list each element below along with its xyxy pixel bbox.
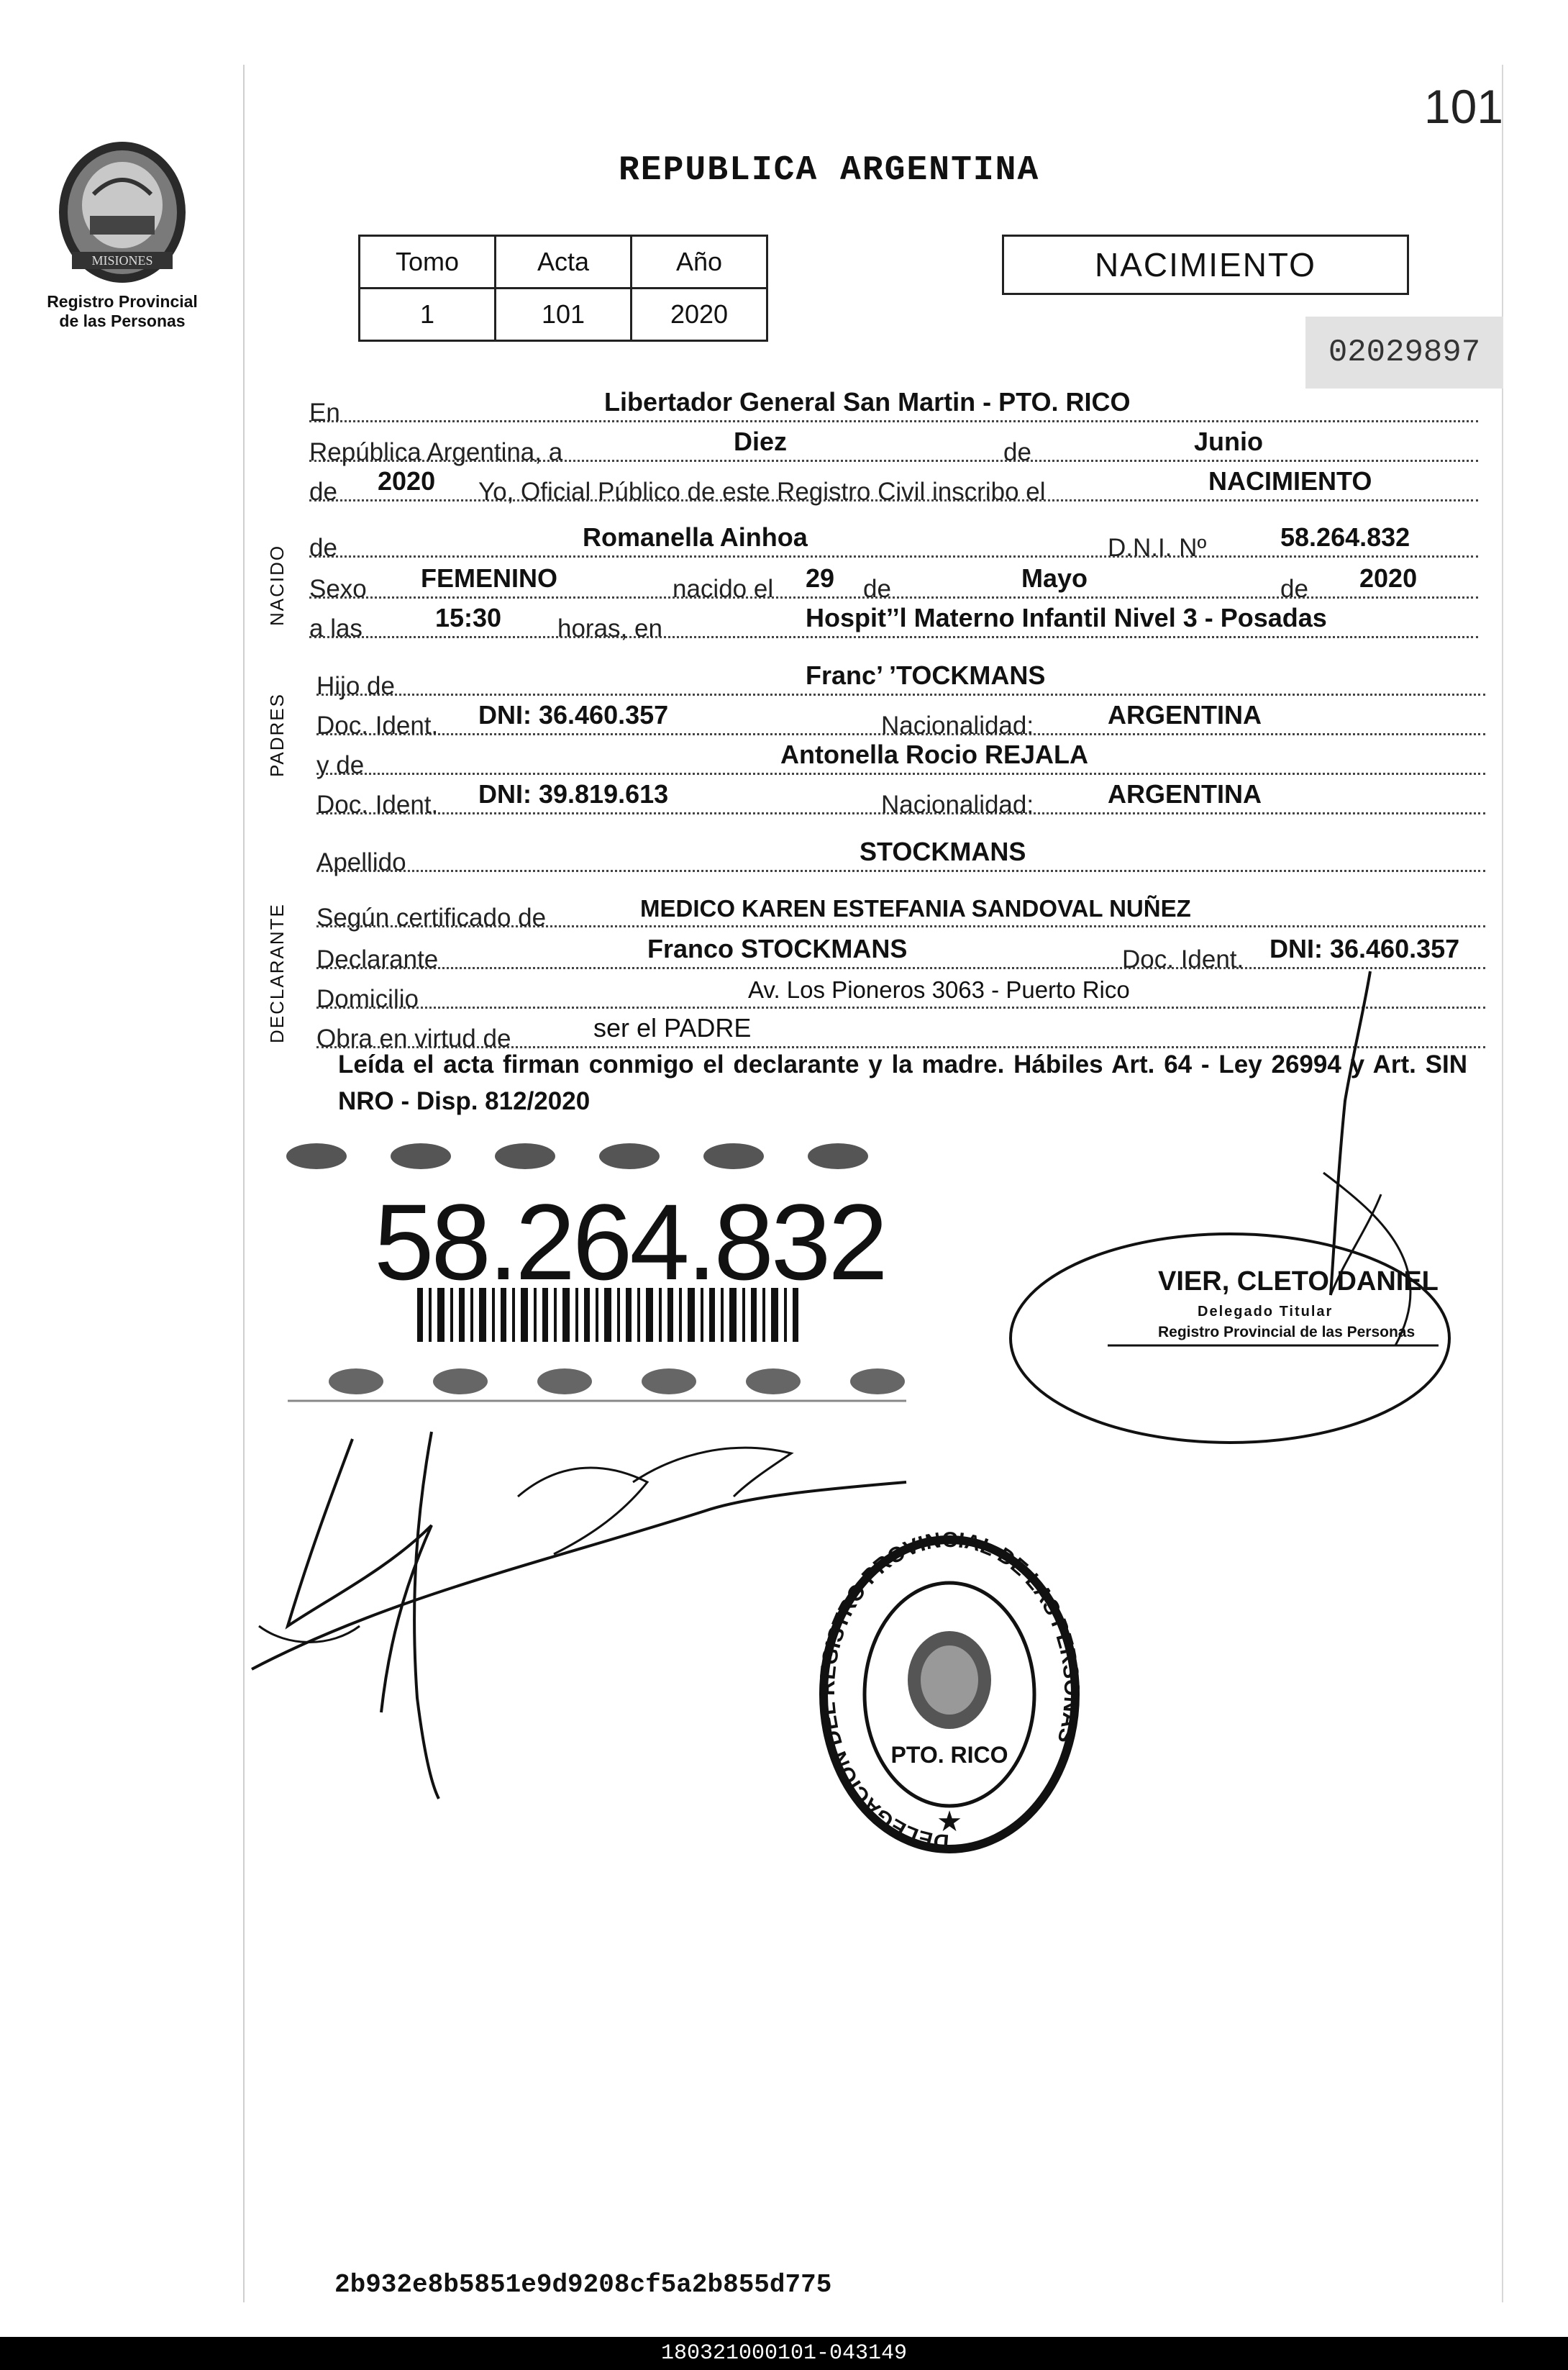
inscribo-value: NACIMIENTO [1208,466,1372,496]
logo-label-line1: Registro Provincial [47,292,198,311]
value-ano: 2020 [632,289,767,341]
svg-text:MISIONES: MISIONES [91,253,153,268]
place-value: Libertador General San Martin - PTO. RICO [604,387,1131,417]
closing-paragraph: Leída el acta firman conmigo el declarante y la madre. Hábiles Art. 64 - Ley 26994 y Art. SIN NRO - Disp. 812/2020 [338,1050,1467,1115]
row-madre: y de Antonella Rocio REJALA [316,734,1485,775]
logo-label-line2: de las Personas [59,312,186,331]
row-inscribo: de 2020 Yo, Oficial Público de este Registro Civil inscribo el NACIMIENTO [309,460,1478,501]
month-value: Junio [1194,427,1263,456]
serial-number: 02029897 [1305,317,1503,389]
svg-text:PTO. RICO: PTO. RICO [890,1742,1008,1768]
by-virtue-value: ser el PADRE [593,1013,752,1043]
registry-logo [40,137,205,331]
document-hash: 2b932e8b5851e9d9208cf5a2b855d775 [334,2270,832,2299]
birth-month: Mayo [1021,563,1088,593]
section-padres-label: PADRES [266,693,288,777]
declarant-doc: DNI: 36.460.357 [1270,934,1460,963]
row-domicilio: Domicilio Av. Los Pioneros 3063 - Puerto Rico [316,968,1485,1009]
row-obra: Obra en virtud de ser el PADRE [316,1007,1485,1048]
row-madre-doc: Doc. Ident. DNI: 39.819.613 Nacionalidad: ARGENTINA [316,773,1485,814]
row-padre-doc: Doc. Ident. DNI: 36.460.357 Nacionalidad: ARGENTINA [316,694,1485,735]
father-name: Franc’ ’TOCKMANS [806,660,1046,690]
child-sex: FEMENINO [421,563,558,593]
day-value: Diez [734,427,788,456]
row-fecha: República Argentina, a Diez de Junio [309,421,1478,462]
row-nacido-name: de Romanella Ainhoa D.N.I. Nº 58.264.832 [309,517,1478,558]
declarant-name: Franco STOCKMANS [647,934,908,963]
value-acta: 101 [496,289,632,341]
official-signature-icon [1007,957,1510,1475]
father-doc: DNI: 36.460.357 [478,700,669,730]
registry-seal-icon [813,1525,1086,1871]
surname-value: STOCKMANS [860,837,1026,866]
birth-place: Hospit’’l Materno Infantil Nivel 3 - Posadas [806,603,1327,632]
svg-text:★: ★ [936,1806,962,1838]
footer-code: 180321000101-043149 [0,2337,1568,2370]
header-tomo: Tomo [360,236,496,289]
section-declarante-label: DECLARANTE [266,903,288,1043]
header-acta: Acta [496,236,632,289]
birth-year: 2020 [1359,563,1418,593]
coat-of-arms-icon [50,137,194,288]
child-name: Romanella Ainhoa [583,522,808,552]
left-margin-line [243,65,245,2302]
page-number: 101 [1423,80,1503,133]
official-name: VIER, CLETO DANIEL [1158,1266,1439,1297]
birth-day: 29 [806,563,835,593]
certificate-value: MEDICO KAREN ESTEFANIA SANDOVAL NUÑEZ [640,895,1191,922]
official-role: Delegado Titular [1198,1304,1334,1320]
mother-doc: DNI: 39.819.613 [478,779,669,809]
mother-nationality: ARGENTINA [1108,779,1262,809]
child-dni: 58.264.832 [1280,522,1410,552]
row-en: En Libertador General San Martin - PTO. RICO [309,381,1478,422]
row-nacido-hora: a las 15:30 horas, en Hospit’’l Materno Infantil Nivel 3 - Posadas [309,597,1478,638]
row-certificado: Según certificado de MEDICO KAREN ESTEFANIA SANDOVAL NUÑEZ [316,886,1485,927]
row-padre: Hijo de Franc’ ’TOCKMANS [316,655,1485,696]
row-declarante: Declarante Franco STOCKMANS Doc. Ident. DNI: 36.460.357 [316,928,1485,969]
svg-text:DELEGACION DEL REGISTRO PROVIN: DELEGACION DEL REGISTRO PROVINCIAL DE LAS PERSONAS [815,1527,1084,1854]
section-nacido-label: NACIDO [266,544,288,626]
father-nationality: ARGENTINA [1108,700,1262,730]
mother-name: Antonella Rocio REJALA [780,740,1089,769]
record-type-box: NACIMIENTO [1002,235,1409,295]
row-apellido: Apellido STOCKMANS [316,831,1485,872]
dni-sticker-number: 58.264.832 [374,1181,885,1302]
domicile-value: Av. Los Pioneros 3063 - Puerto Rico [748,976,1130,1003]
year-value: 2020 [378,466,436,496]
value-tomo: 1 [360,289,496,341]
header-ano: Año [632,236,767,289]
row-nacido-sexo: Sexo FEMENINO nacido el 29 de Mayo de 2020 [309,558,1478,599]
tomo-acta-ano-table [358,235,768,342]
official-org: Registro Provincial de las Personas [1158,1324,1416,1340]
birth-time: 15:30 [435,603,502,632]
document-title: REPUBLICA ARGENTINA [619,151,1040,190]
